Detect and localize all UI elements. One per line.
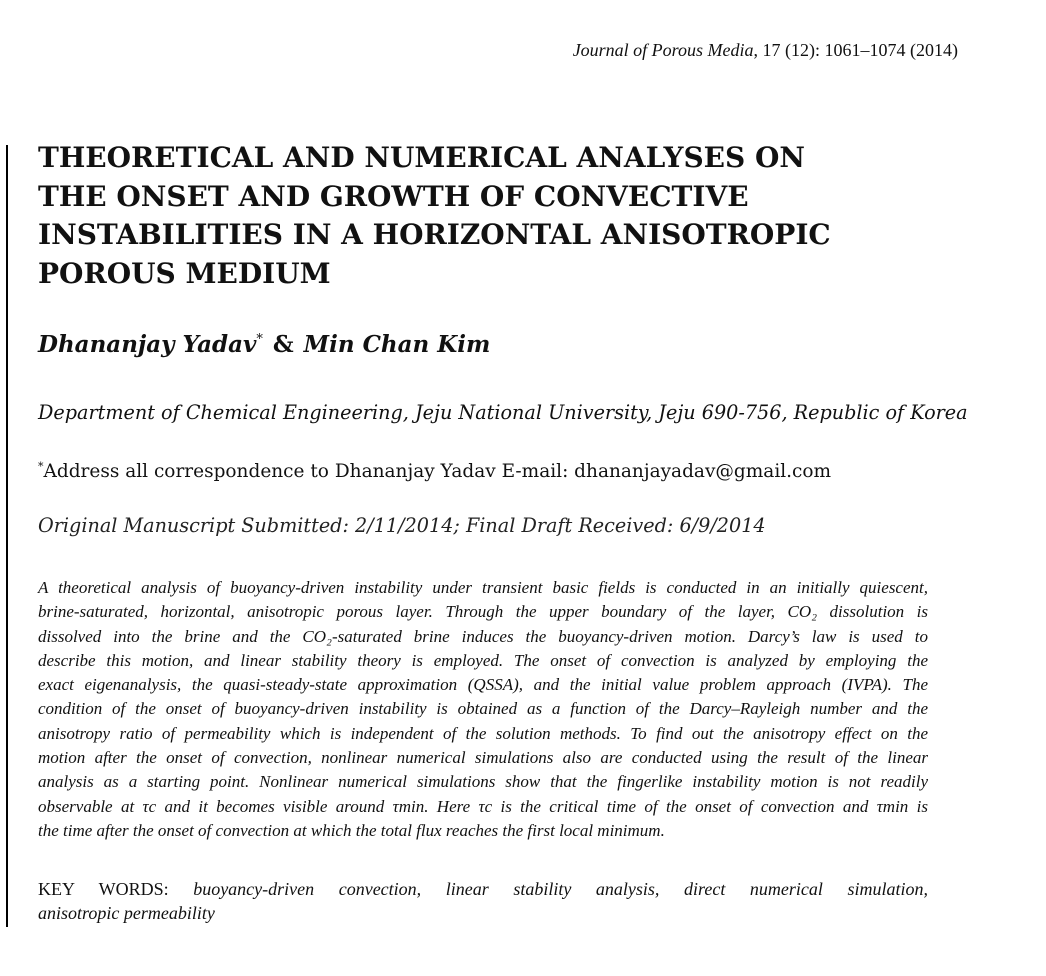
abstract-line: dissolved into the brine and the CO₂-saturated brine induces the buoyancy-driven motion. Darcy’s law is used to xyxy=(38,626,928,646)
keywords xyxy=(38,877,928,925)
abstract-line: analysis as a starting point. Nonlinear numerical simulations show that the fingerlike instability motion is not readily xyxy=(38,772,928,792)
author-separator: & xyxy=(272,331,294,358)
paper-title xyxy=(38,139,938,293)
abstract-line: brine-saturated, horizontal, anisotropic porous layer. Through the upper boundary of the layer, CO₂ dissolution is xyxy=(38,602,928,622)
abstract-line: exact eigenanalysis, the quasi-steady-state approximation (QSSA), and the initial value problem approach (IVPA). The xyxy=(38,675,928,695)
abstract-line: observable at τc and it becomes visible around τmin. Here τc is the critical time of the onset of convection and τmin is xyxy=(38,796,928,816)
abstract-line: A theoretical analysis of buoyancy-driven instability under transient basic fields is conducted in an initially quiescent, xyxy=(38,578,928,597)
title-line: POROUS MEDIUM xyxy=(38,256,331,290)
keywords-line: anisotropic permeability xyxy=(38,903,215,923)
author-name: Dhananjay Yadav xyxy=(38,331,257,358)
abstract-line: motion after the onset of convection, nonlinear numerical simulations also are conducted using the result of the linear xyxy=(38,748,928,768)
correspondence-note xyxy=(38,460,831,482)
abstract-line: the time after the onset of convection at which the total flux reaches the first local minimum. xyxy=(38,820,665,840)
journal-citation: , 17 (12): 1061–1074 (2014) xyxy=(753,40,958,60)
journal-name: Journal of Porous Media xyxy=(572,40,754,60)
abstract-line: anisotropy ratio of permeability which is independent of the solution methods. To find out the anisotropy effect on the xyxy=(38,723,928,743)
correspondence-mark: * xyxy=(38,460,44,473)
title-line: INSTABILITIES IN A HORIZONTAL ANISOTROPIC xyxy=(38,218,831,251)
keywords-text: buoyancy-driven convection, linear stability analysis, direct numerical simulation, xyxy=(193,879,928,899)
corresponding-author-mark: * xyxy=(256,332,263,347)
title-line: THEORETICAL AND NUMERICAL ANALYSES ON xyxy=(38,141,805,174)
abstract-line: describe this motion, and linear stability theory is employed. The onset of convection is analyzed by employing the xyxy=(38,650,928,670)
title-line: THE ONSET AND GROWTH OF CONVECTIVE xyxy=(38,179,749,213)
keywords-label: KEY WORDS: xyxy=(38,879,169,899)
affiliation: Department of Chemical Engineering, Jeju National University, Jeju 690-756, Republic of Korea xyxy=(38,401,968,424)
author-name: Min Chan Kim xyxy=(303,331,491,358)
journal-reference xyxy=(573,40,958,61)
author-list xyxy=(38,331,490,358)
keywords-line xyxy=(38,877,928,901)
manuscript-dates: Original Manuscript Submitted: 2/11/2014; Final Draft Received: 6/9/2014 xyxy=(38,514,766,537)
abstract xyxy=(38,576,928,843)
abstract-line: condition of the onset of buoyancy-driven instability is obtained as a function of the Darcy–Rayleigh number and the xyxy=(38,699,928,719)
margin-rule xyxy=(6,145,8,927)
correspondence-text: Address all correspondence to Dhananjay Yadav E-mail: dhananjayadav@gmail.com xyxy=(43,461,832,482)
